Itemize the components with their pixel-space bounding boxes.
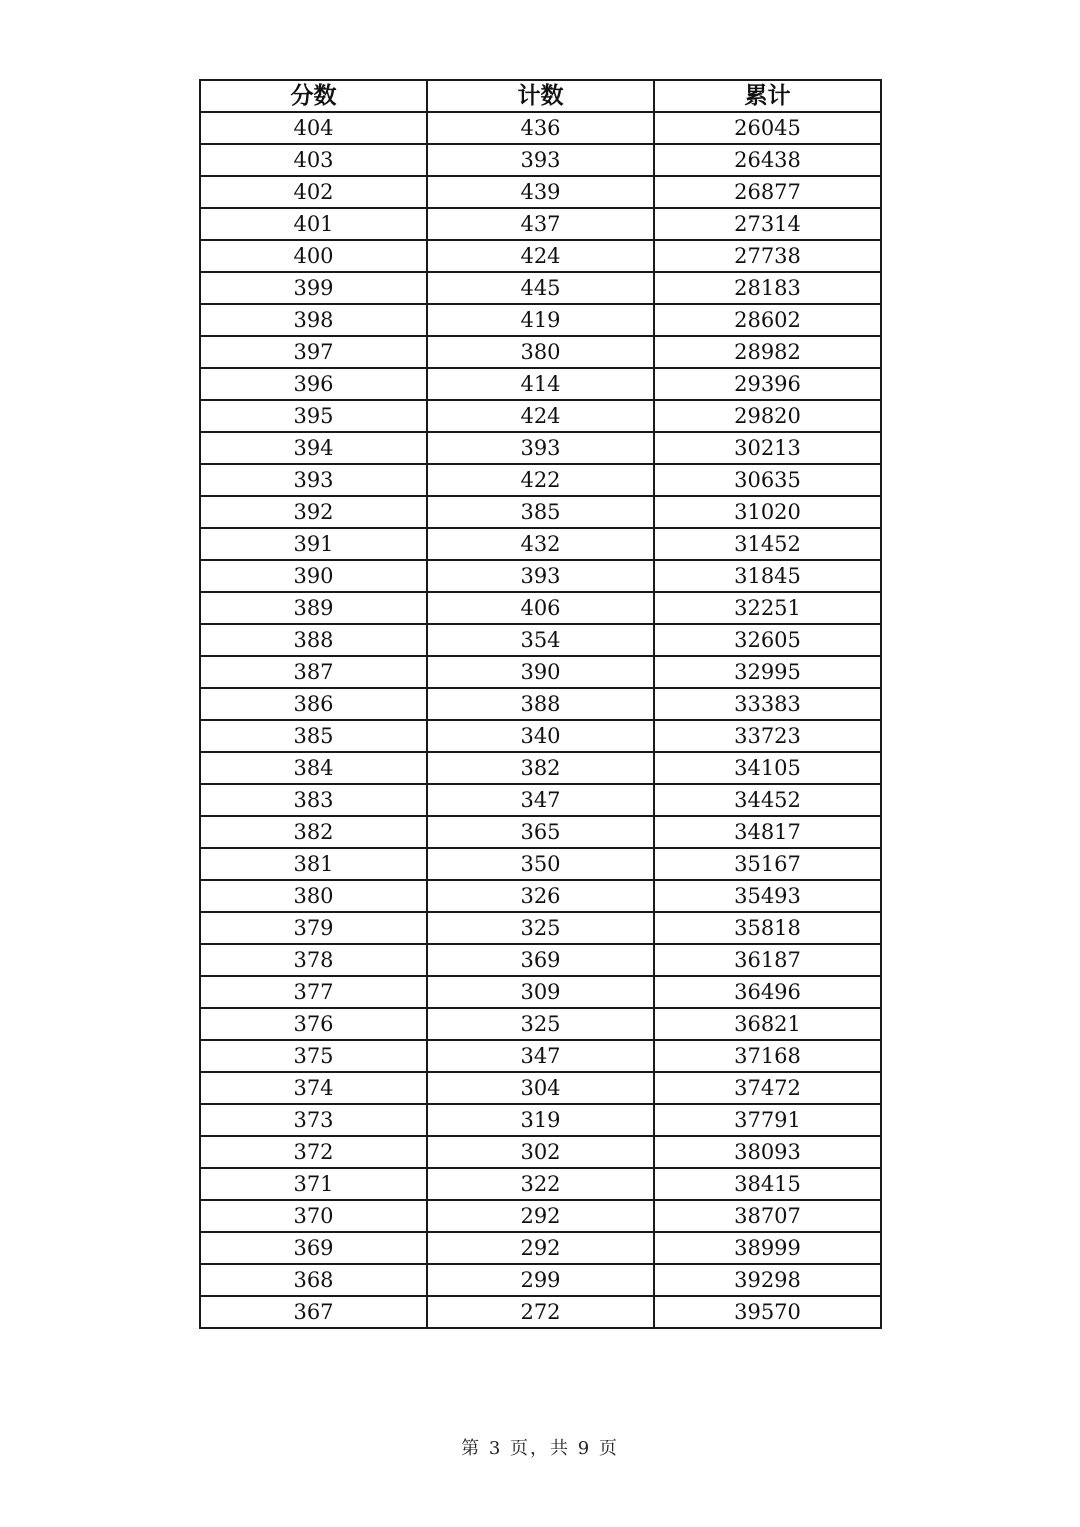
- count-cell: 365: [427, 816, 654, 848]
- count-cell: 354: [427, 624, 654, 656]
- score-cell: 377: [200, 976, 427, 1008]
- header-count: 计数: [427, 80, 654, 112]
- count-cell: 393: [427, 560, 654, 592]
- count-cell: 445: [427, 272, 654, 304]
- cumulative-cell: 35493: [654, 880, 881, 912]
- count-cell: 424: [427, 400, 654, 432]
- score-cell: 393: [200, 464, 427, 496]
- count-cell: 347: [427, 1040, 654, 1072]
- table-row: [200, 144, 881, 176]
- table-row: [200, 496, 881, 528]
- count-cell: 347: [427, 784, 654, 816]
- table-row: [200, 624, 881, 656]
- count-cell: 325: [427, 1008, 654, 1040]
- cumulative-cell: 27314: [654, 208, 881, 240]
- cumulative-cell: 31452: [654, 528, 881, 560]
- count-cell: 432: [427, 528, 654, 560]
- table-row: [200, 112, 881, 144]
- score-cell: 394: [200, 432, 427, 464]
- table-row: [200, 816, 881, 848]
- score-cell: 403: [200, 144, 427, 176]
- table-row: [200, 688, 881, 720]
- cumulative-cell: 38415: [654, 1168, 881, 1200]
- count-cell: 309: [427, 976, 654, 1008]
- cumulative-cell: 36187: [654, 944, 881, 976]
- table-row: [200, 528, 881, 560]
- cumulative-cell: 31845: [654, 560, 881, 592]
- score-cell: 382: [200, 816, 427, 848]
- score-cell: 371: [200, 1168, 427, 1200]
- count-cell: 439: [427, 176, 654, 208]
- cumulative-cell: 36821: [654, 1008, 881, 1040]
- score-distribution-table: [199, 79, 882, 1329]
- cumulative-cell: 39298: [654, 1264, 881, 1296]
- score-cell: 385: [200, 720, 427, 752]
- table-row: [200, 656, 881, 688]
- score-cell: 376: [200, 1008, 427, 1040]
- cumulative-cell: 33723: [654, 720, 881, 752]
- count-cell: 424: [427, 240, 654, 272]
- count-cell: 385: [427, 496, 654, 528]
- table-row: [200, 912, 881, 944]
- count-cell: 340: [427, 720, 654, 752]
- score-cell: 373: [200, 1104, 427, 1136]
- cumulative-cell: 34105: [654, 752, 881, 784]
- cumulative-cell: 28602: [654, 304, 881, 336]
- table-row: [200, 752, 881, 784]
- score-cell: 388: [200, 624, 427, 656]
- table-row: [200, 1040, 881, 1072]
- score-cell: 372: [200, 1136, 427, 1168]
- score-cell: 399: [200, 272, 427, 304]
- count-cell: 406: [427, 592, 654, 624]
- score-cell: 389: [200, 592, 427, 624]
- cumulative-cell: 37791: [654, 1104, 881, 1136]
- count-cell: 369: [427, 944, 654, 976]
- cumulative-cell: 32995: [654, 656, 881, 688]
- cumulative-cell: 30635: [654, 464, 881, 496]
- table-row: [200, 560, 881, 592]
- count-cell: 414: [427, 368, 654, 400]
- table-row: [200, 1296, 881, 1328]
- table-row: [200, 880, 881, 912]
- score-cell: 396: [200, 368, 427, 400]
- count-cell: 393: [427, 144, 654, 176]
- cumulative-cell: 37472: [654, 1072, 881, 1104]
- score-cell: 378: [200, 944, 427, 976]
- count-cell: 304: [427, 1072, 654, 1104]
- cumulative-cell: 30213: [654, 432, 881, 464]
- table-row: [200, 464, 881, 496]
- cumulative-cell: 35167: [654, 848, 881, 880]
- table-body: [200, 112, 881, 1328]
- count-cell: 380: [427, 336, 654, 368]
- table-row: [200, 1072, 881, 1104]
- count-cell: 382: [427, 752, 654, 784]
- table-row: [200, 1232, 881, 1264]
- count-cell: 422: [427, 464, 654, 496]
- cumulative-cell: 37168: [654, 1040, 881, 1072]
- cumulative-cell: 32605: [654, 624, 881, 656]
- score-cell: 401: [200, 208, 427, 240]
- cumulative-cell: 34817: [654, 816, 881, 848]
- score-cell: 374: [200, 1072, 427, 1104]
- table-row: [200, 1104, 881, 1136]
- cumulative-cell: 33383: [654, 688, 881, 720]
- count-cell: 436: [427, 112, 654, 144]
- cumulative-cell: 31020: [654, 496, 881, 528]
- score-cell: 367: [200, 1296, 427, 1328]
- count-cell: 322: [427, 1168, 654, 1200]
- score-cell: 381: [200, 848, 427, 880]
- table-row: [200, 1136, 881, 1168]
- cumulative-cell: 26438: [654, 144, 881, 176]
- score-cell: 390: [200, 560, 427, 592]
- page-number-footer: 第 3 页，共 9 页: [461, 1438, 619, 1459]
- score-cell: 392: [200, 496, 427, 528]
- count-cell: 325: [427, 912, 654, 944]
- table-row: [200, 1008, 881, 1040]
- score-cell: 383: [200, 784, 427, 816]
- table-row: [200, 1200, 881, 1232]
- count-cell: 292: [427, 1200, 654, 1232]
- cumulative-cell: 26045: [654, 112, 881, 144]
- count-cell: 419: [427, 304, 654, 336]
- table-row: [200, 784, 881, 816]
- table-row: [200, 592, 881, 624]
- table-row: [200, 272, 881, 304]
- score-cell: 379: [200, 912, 427, 944]
- cumulative-cell: 34452: [654, 784, 881, 816]
- cumulative-cell: 38999: [654, 1232, 881, 1264]
- score-cell: 380: [200, 880, 427, 912]
- count-cell: 388: [427, 688, 654, 720]
- table-row: [200, 304, 881, 336]
- count-cell: 302: [427, 1136, 654, 1168]
- score-cell: 402: [200, 176, 427, 208]
- table-row: [200, 720, 881, 752]
- score-cell: 400: [200, 240, 427, 272]
- count-cell: 437: [427, 208, 654, 240]
- cumulative-cell: 36496: [654, 976, 881, 1008]
- cumulative-cell: 32251: [654, 592, 881, 624]
- cumulative-cell: 28982: [654, 336, 881, 368]
- score-cell: 397: [200, 336, 427, 368]
- score-cell: 386: [200, 688, 427, 720]
- table-row: [200, 176, 881, 208]
- table-row: [200, 208, 881, 240]
- cumulative-cell: 39570: [654, 1296, 881, 1328]
- score-cell: 391: [200, 528, 427, 560]
- header-score: 分数: [200, 80, 427, 112]
- header-cumulative: 累计: [654, 80, 881, 112]
- count-cell: 390: [427, 656, 654, 688]
- score-cell: 398: [200, 304, 427, 336]
- table-row: [200, 368, 881, 400]
- table-row: [200, 432, 881, 464]
- count-cell: 272: [427, 1296, 654, 1328]
- cumulative-cell: 38093: [654, 1136, 881, 1168]
- cumulative-cell: 29396: [654, 368, 881, 400]
- score-cell: 368: [200, 1264, 427, 1296]
- score-cell: 404: [200, 112, 427, 144]
- table-row: [200, 240, 881, 272]
- cumulative-cell: 38707: [654, 1200, 881, 1232]
- cumulative-cell: 29820: [654, 400, 881, 432]
- score-cell: 375: [200, 1040, 427, 1072]
- table-row: [200, 848, 881, 880]
- table-row: [200, 400, 881, 432]
- score-cell: 395: [200, 400, 427, 432]
- cumulative-cell: 28183: [654, 272, 881, 304]
- count-cell: 299: [427, 1264, 654, 1296]
- count-cell: 319: [427, 1104, 654, 1136]
- count-cell: 350: [427, 848, 654, 880]
- score-cell: 370: [200, 1200, 427, 1232]
- score-cell: 387: [200, 656, 427, 688]
- cumulative-cell: 26877: [654, 176, 881, 208]
- table-header-row: [200, 80, 881, 112]
- cumulative-cell: 27738: [654, 240, 881, 272]
- score-cell: 369: [200, 1232, 427, 1264]
- score-cell: 384: [200, 752, 427, 784]
- table-row: [200, 1168, 881, 1200]
- table-row: [200, 336, 881, 368]
- cumulative-cell: 35818: [654, 912, 881, 944]
- count-cell: 393: [427, 432, 654, 464]
- table-row: [200, 976, 881, 1008]
- table-row: [200, 1264, 881, 1296]
- count-cell: 292: [427, 1232, 654, 1264]
- table-row: [200, 944, 881, 976]
- count-cell: 326: [427, 880, 654, 912]
